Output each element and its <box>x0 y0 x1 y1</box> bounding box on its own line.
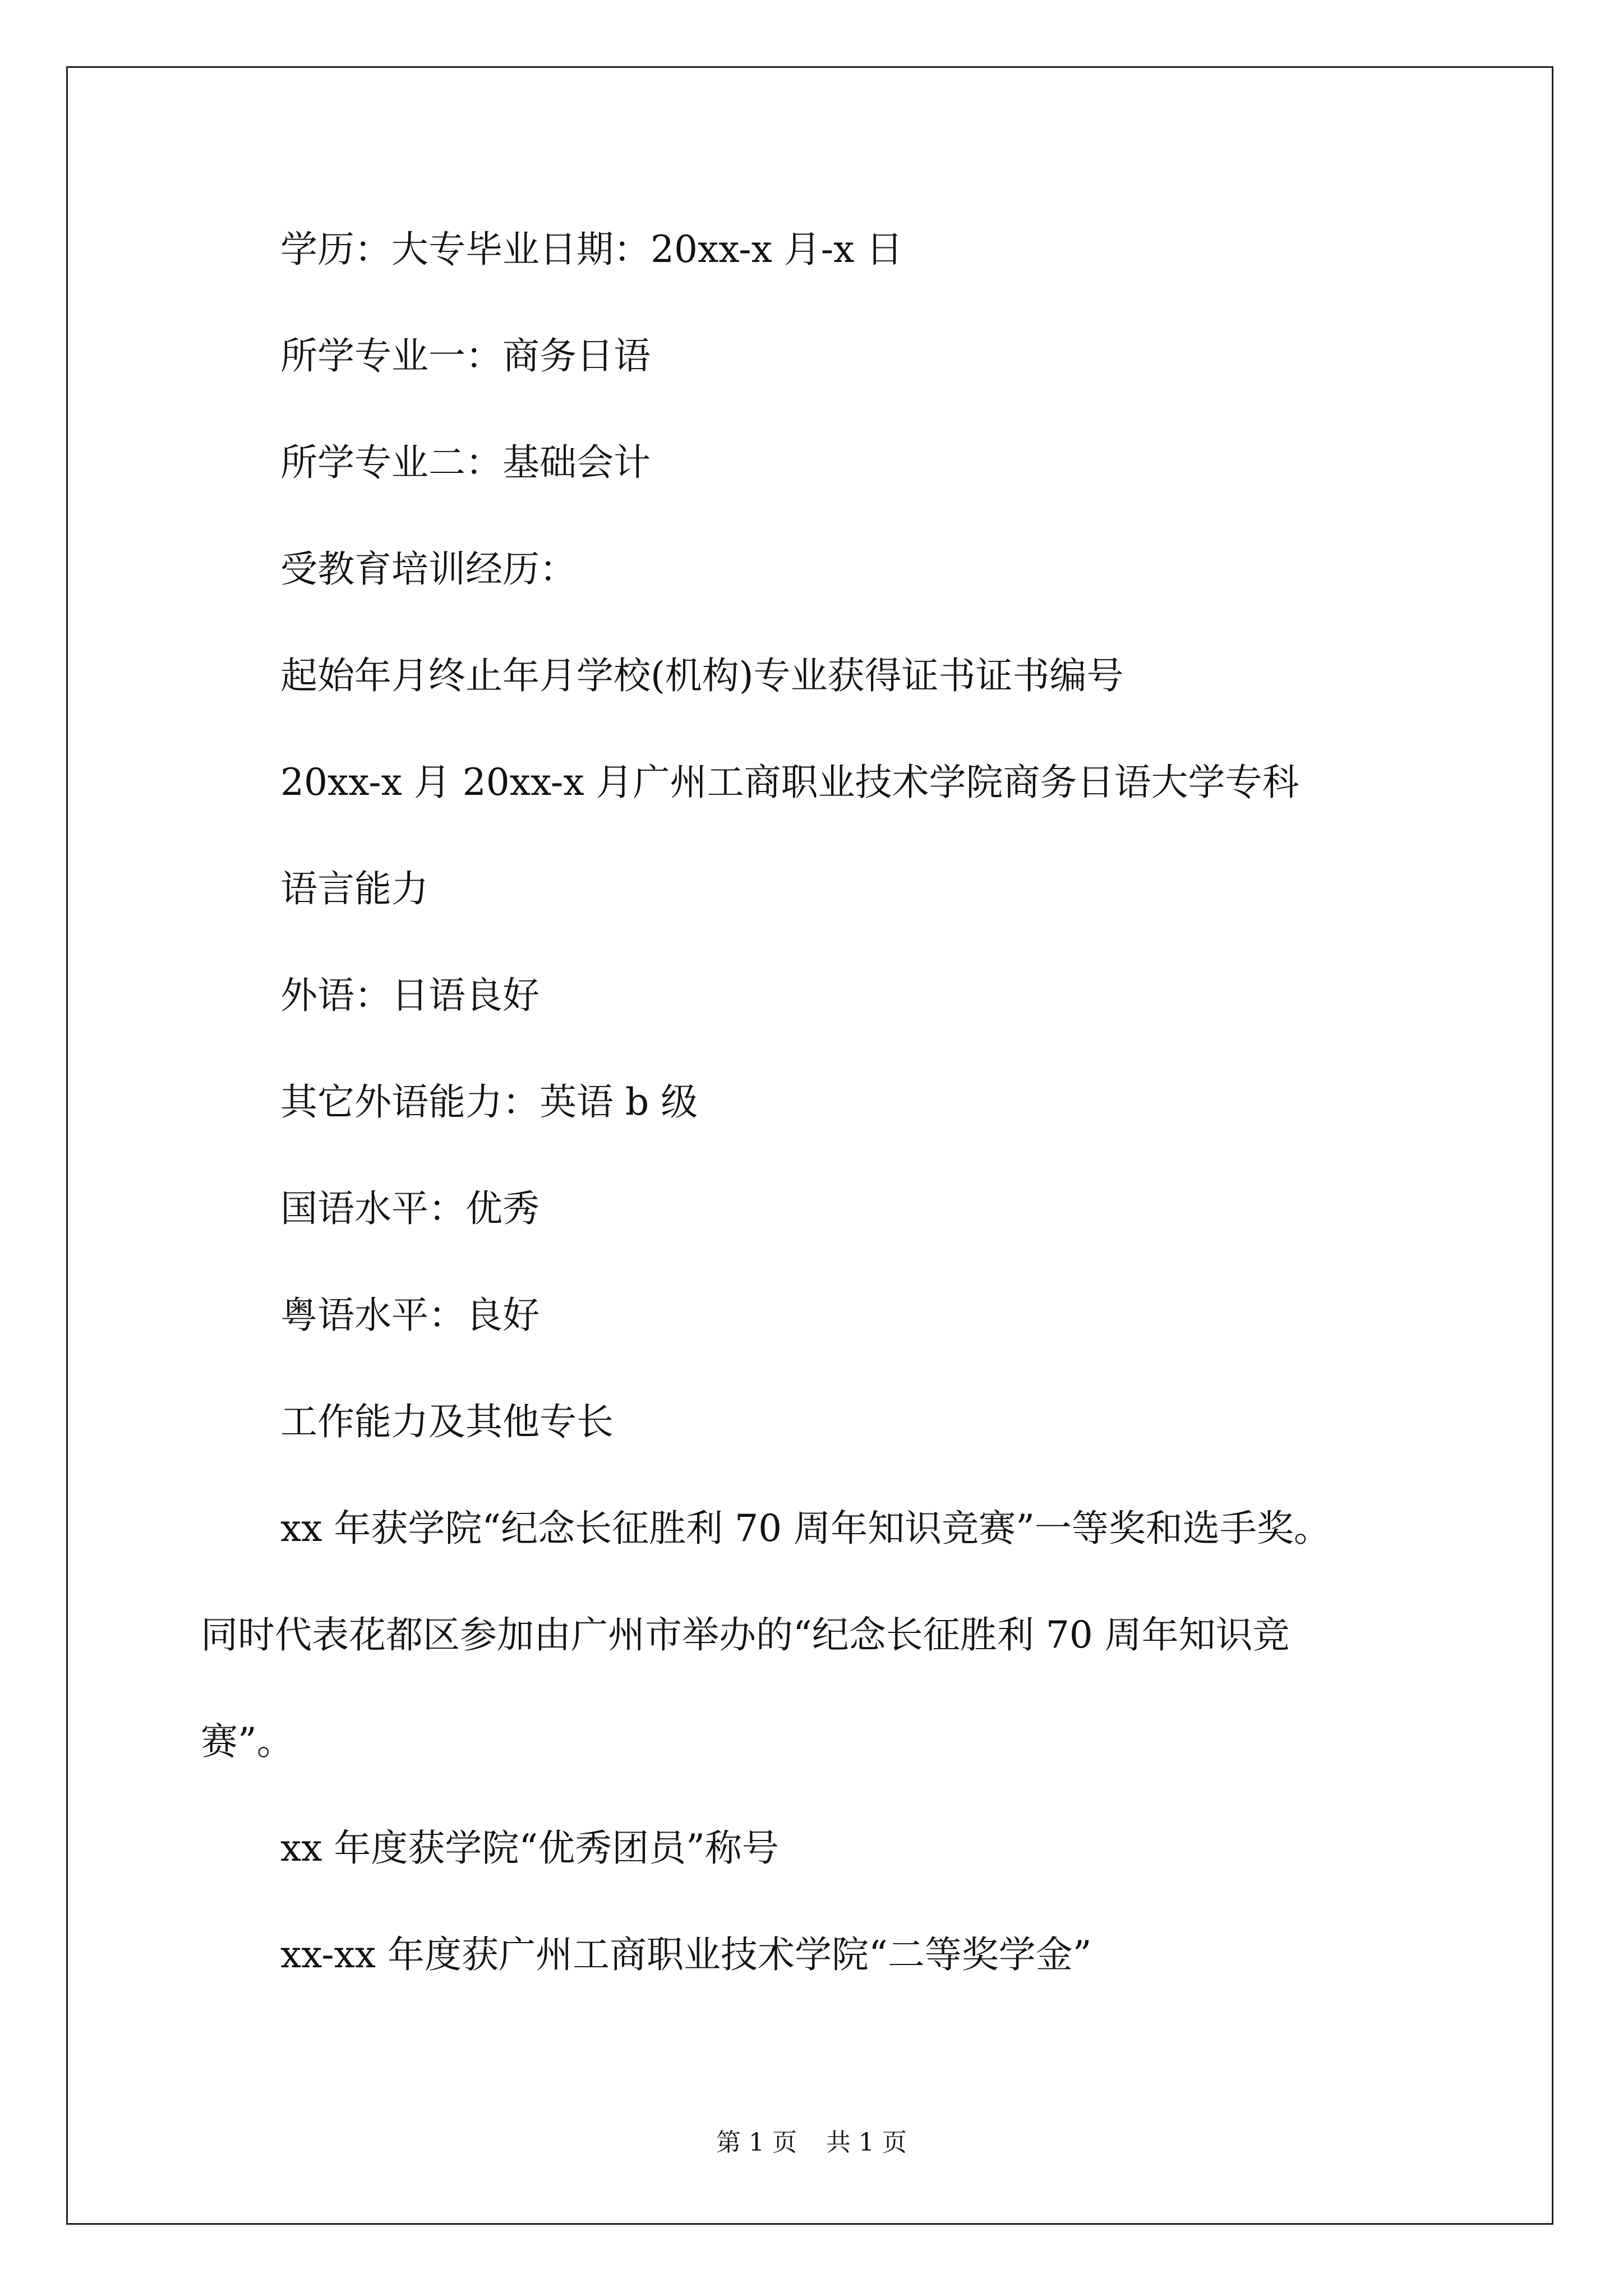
honor-line: xx 年度获学院“优秀团员”称号 <box>280 1826 779 1870</box>
training-heading: 受教育培训经历： <box>280 547 577 591</box>
mandarin-line: 国语水平：优秀 <box>280 1187 540 1230</box>
major-two-line: 所学专业二：基础会计 <box>280 441 651 484</box>
page-border <box>66 66 1553 2225</box>
language-heading: 语言能力 <box>280 867 428 910</box>
other-language-line: 其它外语能力：英语 b 级 <box>280 1080 698 1124</box>
page-total: 共 1 页 <box>826 2128 907 2157</box>
page-footer <box>0 2127 1623 2159</box>
scholarship-line: xx-xx 年度获广州工商职业技术学院“二等奖学金” <box>280 1933 1092 1976</box>
cantonese-line: 粤语水平：良好 <box>280 1294 540 1337</box>
major-one-line: 所学专业一：商务日语 <box>280 334 651 378</box>
page-number: 第 1 页 <box>716 2128 797 2157</box>
education-line: 学历：大专毕业日期：20xx-x 月-x 日 <box>280 228 903 271</box>
skills-heading: 工作能力及其他专长 <box>280 1400 614 1443</box>
training-record-line: 20xx-x 月 20xx-x 月广州工商职业技术学院商务日语大学专科 <box>280 761 1299 804</box>
training-columns-line: 起始年月终止年月学校(机构)专业获得证书证书编号 <box>280 654 1124 697</box>
award-paragraph-line-1: xx 年获学院“纪念长征胜利 70 周年知识竞赛”一等奖和选手奖。 <box>280 1507 1331 1550</box>
foreign-language-line: 外语：日语良好 <box>280 974 540 1017</box>
award-paragraph-line-3: 赛”。 <box>201 1720 294 1763</box>
award-paragraph-line-2: 同时代表花都区参加由广州市举办的“纪念长征胜利 70 周年知识竞 <box>201 1613 1290 1657</box>
